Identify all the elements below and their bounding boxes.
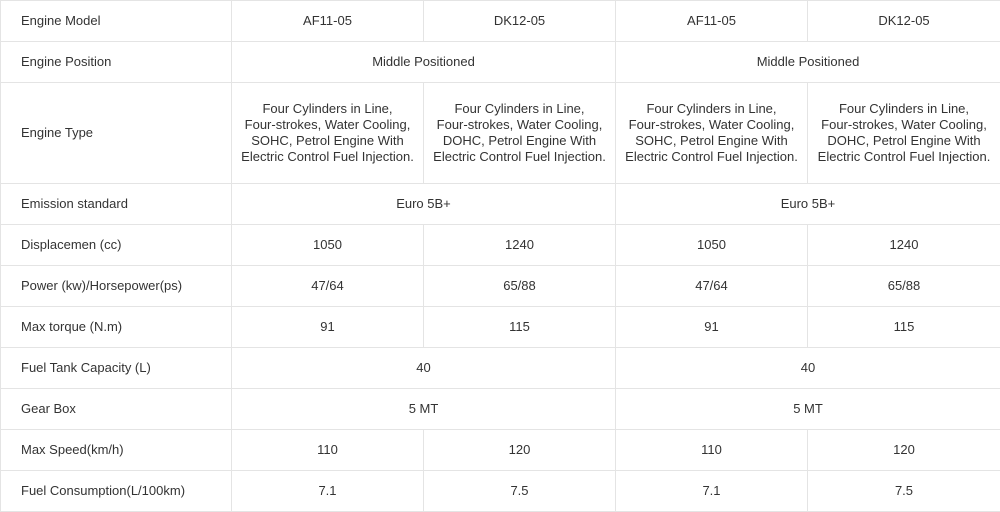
cell-value: 91 — [616, 307, 808, 348]
row-label: Gear Box — [1, 389, 232, 430]
cell-value: 40 — [616, 348, 1000, 389]
cell-value: AF11-05 — [616, 1, 808, 42]
cell-value: 91 — [232, 307, 424, 348]
cell-value: AF11-05 — [232, 1, 424, 42]
row-label: Displacemen (cc) — [1, 225, 232, 266]
row-label: Engine Position — [1, 42, 232, 83]
table-row-fuel-tank — [1, 348, 1000, 389]
cell-value: Euro 5B+ — [616, 184, 1000, 225]
cell-value: 115 — [808, 307, 1000, 348]
cell-value: DK12-05 — [808, 1, 1000, 42]
cell-value: 7.1 — [232, 471, 424, 512]
cell-value: 1240 — [424, 225, 616, 266]
cell-value: DK12-05 — [424, 1, 616, 42]
table-row-emission-standard — [1, 184, 1000, 225]
cell-value: Four Cylinders in Line, Four-strokes, Water Cooling, SOHC, Petrol Engine With Electric Control Fuel Injection. — [232, 83, 424, 184]
table-row-max-torque — [1, 307, 1000, 348]
cell-value: Middle Positioned — [232, 42, 616, 83]
cell-value: 7.1 — [616, 471, 808, 512]
table-row-gear-box — [1, 389, 1000, 430]
cell-value: 5 MT — [232, 389, 616, 430]
cell-value: 110 — [232, 430, 424, 471]
table-row-power — [1, 266, 1000, 307]
cell-value: 7.5 — [424, 471, 616, 512]
row-label: Engine Model — [1, 1, 232, 42]
table-row-engine-type — [1, 83, 1000, 184]
cell-value: 65/88 — [808, 266, 1000, 307]
cell-value: 120 — [424, 430, 616, 471]
cell-value: 110 — [616, 430, 808, 471]
cell-value: 120 — [808, 430, 1000, 471]
cell-value: 7.5 — [808, 471, 1000, 512]
cell-value: Euro 5B+ — [232, 184, 616, 225]
row-label: Max torque (N.m) — [1, 307, 232, 348]
table-row-max-speed — [1, 430, 1000, 471]
row-label: Emission standard — [1, 184, 232, 225]
table-row-engine-position — [1, 42, 1000, 83]
row-label: Fuel Tank Capacity (L) — [1, 348, 232, 389]
cell-value: 40 — [232, 348, 616, 389]
cell-value: Four Cylinders in Line, Four-strokes, Water Cooling, DOHC, Petrol Engine With Electric Control Fuel Injection. — [424, 83, 616, 184]
row-label: Max Speed(km/h) — [1, 430, 232, 471]
table-row-displacement — [1, 225, 1000, 266]
cell-value: 1240 — [808, 225, 1000, 266]
cell-value: Four Cylinders in Line, Four-strokes, Water Cooling, DOHC, Petrol Engine With Electric Control Fuel Injection. — [808, 83, 1000, 184]
row-label: Power (kw)/Horsepower(ps) — [1, 266, 232, 307]
cell-value: 1050 — [232, 225, 424, 266]
table-row-engine-model — [1, 1, 1000, 42]
cell-value: 115 — [424, 307, 616, 348]
table-row-fuel-consumption — [1, 471, 1000, 512]
cell-value: 5 MT — [616, 389, 1000, 430]
cell-value: 47/64 — [232, 266, 424, 307]
cell-value: 65/88 — [424, 266, 616, 307]
cell-value: Four Cylinders in Line, Four-strokes, Water Cooling, SOHC, Petrol Engine With Electric Control Fuel Injection. — [616, 83, 808, 184]
cell-value: 1050 — [616, 225, 808, 266]
row-label: Engine Type — [1, 83, 232, 184]
cell-value: 47/64 — [616, 266, 808, 307]
row-label: Fuel Consumption(L/100km) — [1, 471, 232, 512]
cell-value: Middle Positioned — [616, 42, 1000, 83]
